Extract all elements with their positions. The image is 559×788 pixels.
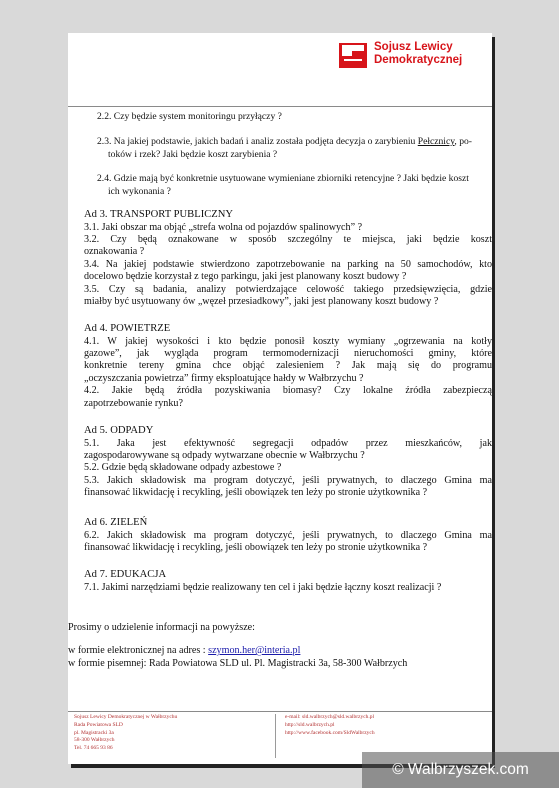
header-divider [68,106,492,107]
sld-emblem-icon [338,39,368,69]
ad5-line: 5.1. Jaka jest efektywność segregacji odpadów przez mieszkańców, jak [84,437,492,449]
footer-column-divider [275,714,276,758]
ad3-line: 3.1. Jaki obszar ma objąć „strefa wolna od pojazdów spalinowych” ? [84,221,363,233]
request-intro: Prosimy o udzielenie informacji na powyższe: [68,622,255,633]
watermark: © Walbrzyszek.com [362,752,559,788]
question-2-3-text-a: 2.3. Na jakiej podstawie, jakich badań i analiz została podjęta decyzja o zarybieniu [97,136,418,147]
footer-website[interactable]: http://sld.walbrzych.pl [285,721,335,728]
footer-left [74,714,177,753]
question-2-4 [84,173,492,198]
question-2-3-text-b: , po- [454,136,472,147]
ad5-line: 5.2. Gdzie będą składowane odpady azbestowe ? [84,462,282,474]
logo-text [374,41,462,67]
question-2-2 [84,111,492,124]
electronic-label: w formie elektronicznej na adres : [68,645,206,656]
footer-facebook[interactable]: http://www.facebook.com/SldWalbrzych [285,729,375,736]
ad4-line: „oczyszczania powietrza” firmy eksploatujące hałdy w Wałbrzychu ? [84,372,364,384]
ad4-line: 4.1. W jakiej wysokości i kto będzie ponosił koszty wymiany „ogrzewania na kotły [84,335,492,347]
question-2-4-line-2: ich wykonania ? [108,185,171,197]
ad3-line: oznakowania ? [84,246,145,258]
ad3-line: miałby być usytuowany ów „węzeł przesiadkowy”, jaki jest planowany koszt budowy ? [84,295,439,307]
ad3-line: 3.4. Na jakiej podstawie stwierdzono zapotrzebowanie na parking na 50 samochodów, kto [84,258,492,270]
ad6-heading: Ad 6. ZIELEŃ [84,517,148,528]
section-ad7 [84,569,492,594]
section-ad4 [84,323,492,410]
footer-phone: Tel. 74 665 93 86 [74,745,113,752]
ad4-line: zapotrzebowanie rynku? [84,397,183,409]
ad3-heading: Ad 3. TRANSPORT PUBLICZNY [84,209,234,220]
section-ad6 [84,517,492,554]
footer-email[interactable]: e-mail: sld.walbrzych@sld.walbrzych.pl [285,714,375,720]
footer-org: Sojusz Lewicy Demokratycznej w Wałbrzychu [74,714,178,720]
ad3-line: 3.5. Czy są badania, analizy potwierdzające celowość takiego przedsięwzięcia, gdzie [84,283,492,295]
request-electronic [68,645,492,657]
ad6-line: 6.2. Jakich składowisk ma program dotyczyć, jeśli prywatnych, to dlaczego Gmina ma [84,529,492,541]
section-ad5 [84,425,492,500]
ad4-line: 4.2. Jakie będą źródła pozyskiwania biomasy? Czy lokalne źródła zabezpieczą [84,385,492,397]
ad4-heading: Ad 4. POWIETRZE [84,323,171,334]
ad5-line: zagospodarowywane są odpady wytwarzane obecnie w Wałbrzychu ? [84,449,365,461]
footer-right [285,714,375,737]
request-written: w formie pisemnej: Rada Powiatowa SLD ul. Pl. Magistracki 3a, 58-300 Wałbrzych [68,658,408,669]
sld-logo [338,37,468,77]
ad4-line: gazowe”, jak wygląda program termomodernizacji nieruchomości gminy, które [84,347,492,359]
question-2-3-line-1 [84,136,492,149]
ad4-line: konkretnie tereny gmina chce objąć zalesieniem ? Jak mają się do programu [84,360,492,372]
question-2-2-text: 2.2. Czy będzie system monitoringu przyłączy ? [97,111,282,122]
document-content [68,33,492,764]
ad5-heading: Ad 5. ODPADY [84,425,154,436]
question-2-3-line-2: toków i rzek? Jaki będzie koszt zarybienia ? [108,148,278,160]
section-ad3 [84,209,492,308]
ad7-heading: Ad 7. EDUKACJA [84,569,167,580]
ad6-line: finansować likwidację i recykling, jeśli obowiązek ten leży po stronie użytkownika ? [84,541,428,553]
ad3-line: 3.2. Czy będą oznakowane w sposób szczególny te miejsca, jaki będzie koszt [84,233,492,245]
footer-divider [68,711,492,712]
pelcznica-word: Pełcznicy [417,136,455,147]
ad7-line: 7.1. Jakimi narzędziami będzie realizowany ten cel i jaki będzie łączny koszt realizacji ? [84,581,442,593]
ad3-line: docelowo będzie korzystał z tego parkingu, jaki jest planowany koszt budowy ? [84,271,407,283]
ad5-line: finansować likwidację i recykling, jeśli obowiązek ten leży po stronie użytkownika ? [84,487,428,499]
logo-line-1: Sojusz Lewicy [374,41,453,53]
question-2-3 [84,136,492,161]
email-link[interactable]: szymon.her@interia.pl [208,645,301,656]
ad5-line: 5.3. Jakich składowisk ma program dotyczyć, jeśli prywatnych, to dlaczego Gmina ma [84,474,492,486]
document-page [68,33,492,764]
footer-city: 58-300 Wałbrzych [74,737,115,744]
logo-line-2: Demokratycznej [374,54,463,66]
footer-street: pl. Magistracki 3a [74,729,114,736]
footer-council: Rada Powiatowa SLD [74,721,123,728]
question-2-4-line-1: 2.4. Gdzie mają być konkretnie usytuowane wymieniane zbiorniki retencyjne ? Jaki będzie koszt [97,173,469,184]
